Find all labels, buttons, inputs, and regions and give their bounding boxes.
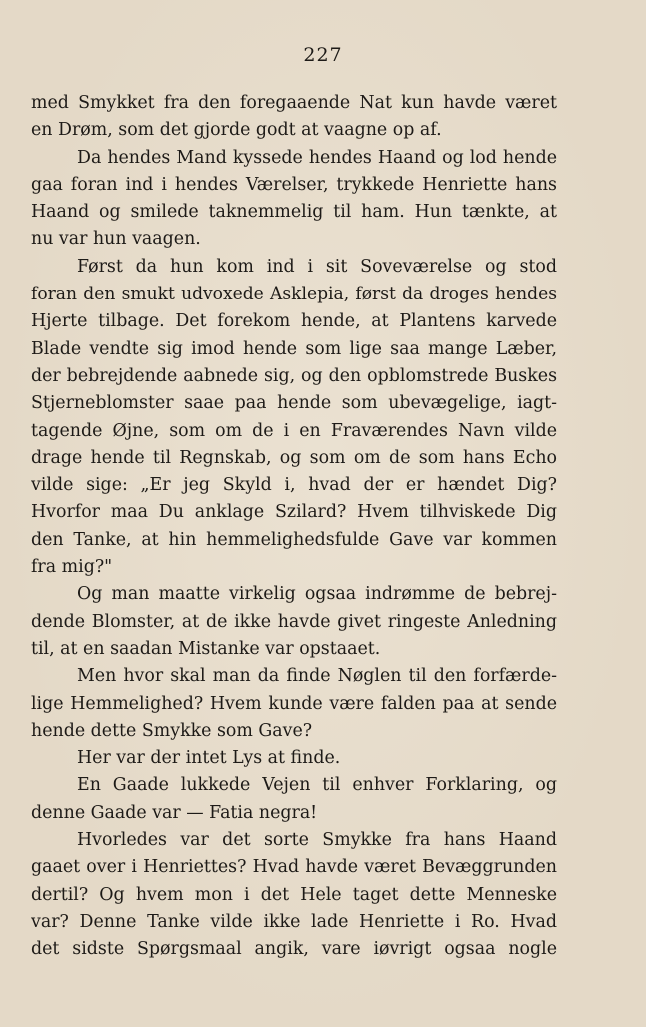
text-line: det sidste Spørgsmaal angik, vare iøvrigt ogsaa nogle — [31, 939, 557, 960]
text-line: dende Blomster, at de ikke havde givet ringeste Anledning — [31, 611, 557, 632]
body-text — [31, 90, 557, 964]
text-line: Og man maatte virkelig ogsaa indrømme de bebrej- — [77, 584, 557, 605]
text-line: dertil? Og hvem mon i det Hele taget dette Menneske — [31, 884, 557, 905]
text-line: lige Hemmelighed? Hvem kunde være falden paa at sende — [31, 693, 557, 714]
text-line: hende dette Smykke som Gave? — [31, 720, 313, 741]
page-number: 227 — [303, 44, 343, 66]
text-line: denne Gaade var — Fatia negra! — [31, 802, 318, 823]
text-line: til, at en saadan Mistanke var opstaaet. — [31, 638, 381, 659]
text-line: den Tanke, at hin hemmelighedsfulde Gave var kommen — [31, 529, 557, 550]
text-line: nu var hun vaagen. — [31, 229, 201, 250]
text-line: En Gaade lukkede Vejen til enhver Forklaring, og — [77, 775, 557, 796]
text-line: Først da hun kom ind i sit Soveværelse og stod — [77, 256, 557, 277]
text-line: der bebrejdende aabnede sig, og den opblomstrede Buskes — [31, 365, 557, 386]
text-line: gaa foran ind i hendes Værelser, trykkede Henriette hans — [31, 174, 557, 195]
text-line: gaaet over i Henriettes? Hvad havde været Bevæggrunden — [31, 857, 557, 878]
text-line: Her var der intet Lys at finde. — [77, 748, 341, 769]
text-line: vilde sige: „Er jeg Skyld i, hvad der er hændet Dig? — [31, 475, 557, 496]
text-line: Men hvor skal man da finde Nøglen til den forfærde- — [77, 666, 557, 687]
text-line: Stjerneblomster saae paa hende som ubevægelige, iagt- — [31, 393, 557, 414]
text-line: med Smykket fra den foregaaende Nat kun havde været — [31, 93, 557, 113]
text-line: fra mig?" — [31, 557, 113, 578]
text-line: var? Denne Tanke vilde ikke lade Henriette i Ro. Hvad — [31, 911, 557, 932]
text-line: Blade vendte sig imod hende som lige saa mange Læber, — [31, 338, 557, 359]
text-line: Hvorfor maa Du anklage Szilard? Hvem tilhviskede Dig — [31, 502, 557, 523]
text-line: drage hende til Regnskab, og som om de som hans Echo — [31, 447, 557, 468]
text-line: Hjerte tilbage. Det forekom hende, at Plantens karvede — [31, 311, 557, 332]
text-line: Hvorledes var det sorte Smykke fra hans Haand — [77, 830, 557, 851]
text-line: en Drøm, som det gjorde godt at vaagne op af. — [31, 120, 442, 141]
text-line: Haand og smilede taknemmelig til ham. Hun tænkte, at — [31, 202, 557, 223]
text-line: foran den smukt udvoxede Asklepia, først da droges hendes — [31, 284, 557, 305]
text-line: Da hendes Mand kyssede hendes Haand og lod hende — [77, 147, 557, 168]
text-line: tagende Øjne, som om de i en Fraværendes Navn vilde — [31, 420, 557, 441]
